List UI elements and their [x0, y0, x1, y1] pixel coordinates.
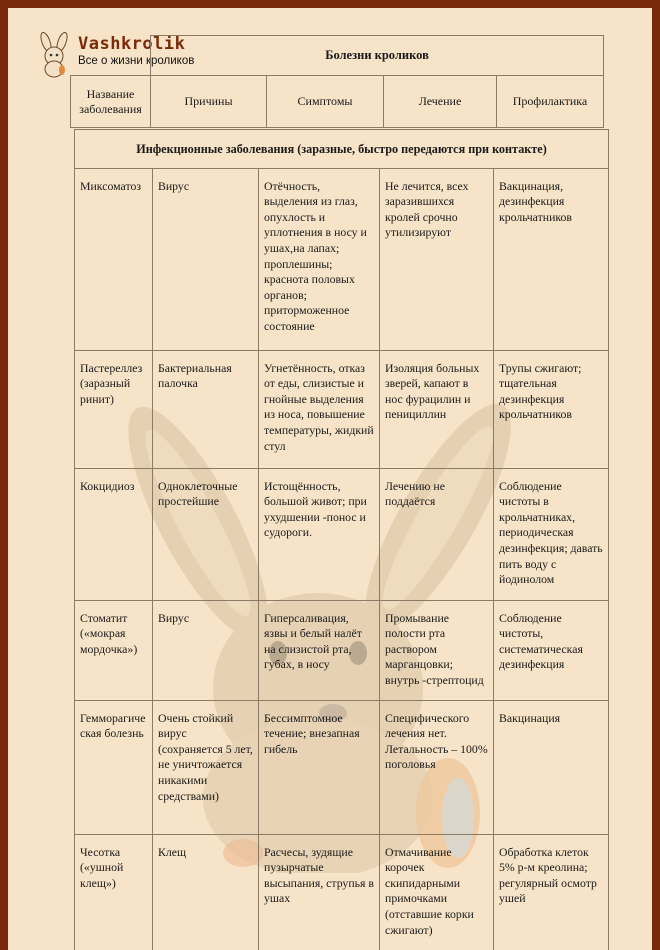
disease-name: Чесотка («ушной клещ») — [75, 834, 153, 950]
disease-prevention: Обработка клеток 5% р-м креолина; регулярный осмотр ушей — [494, 834, 609, 950]
group-title: Инфекционные заболевания (заразные, быстро передаются при контакте) — [75, 130, 609, 169]
diseases-table — [74, 129, 609, 950]
disease-name: Миксоматоз — [75, 168, 153, 350]
disease-treatment: Изоляция больных зверей, капают в нос фурацилин и пенициллин — [380, 350, 494, 468]
table-row — [75, 700, 609, 834]
table-row — [75, 168, 609, 350]
disease-treatment: Не лечится, всех заразившихся кролей срочно утилизируют — [380, 168, 494, 350]
column-header-row — [71, 76, 604, 128]
table-row — [75, 834, 609, 950]
disease-symptoms: Гиперсаливация, язвы и белый налёт на слизистой рта, губах, в носу — [259, 600, 380, 700]
column-header: Профилактика — [497, 76, 604, 128]
table-row — [75, 600, 609, 700]
brand-tagline: Все о жизни кроликов — [78, 55, 195, 67]
disease-cause: Бактериальная палочка — [153, 350, 259, 468]
column-header: Лечение — [384, 76, 497, 128]
disease-symptoms: Отёчность, выделения из глаз, опухлость и уплотнения в носу и ушах,на лапах; проплешины; краснота половых органов; приторможенное состояние — [259, 168, 380, 350]
disease-symptoms: Расчесы, зудящие пузырчатые высыпания, струпья в ушах — [259, 834, 380, 950]
table-row — [75, 468, 609, 600]
column-header: Симптомы — [267, 76, 384, 128]
disease-prevention: Соблюдение чистоты, систематическая дезинфекция — [494, 600, 609, 700]
disease-cause: Очень стойкий вирус (сохраняется 5 лет, не уничтожается никакими средствами) — [153, 700, 259, 834]
disease-name: Гемморагическая болезнь — [75, 700, 153, 834]
disease-treatment: Специфического лечения нет. Летальность – 100% поголовья — [380, 700, 494, 834]
header-table — [70, 35, 604, 128]
disease-symptoms: Угнетённость, отказ от еды, слизистые и гнойные выделения из носа, повышение температуры, жидкий стул — [259, 350, 380, 468]
disease-cause: Вирус — [153, 600, 259, 700]
disease-prevention: Соблюдение чистоты в крольчатниках, периодическая дезинфекция; давать пить воду с йодинолом — [494, 468, 609, 600]
group-header-row — [75, 130, 609, 169]
disease-prevention: Трупы сжигают; тщательная дезинфекция крольчатников — [494, 350, 609, 468]
disease-prevention: Вакцинация — [494, 700, 609, 834]
disease-treatment: Отмачивание корочек скипидарными примочками (отставшие корки сжигают) — [380, 834, 494, 950]
disease-cause: Клещ — [153, 834, 259, 950]
disease-symptoms: Истощённость, большой живот; при ухудшении -понос и судороги. — [259, 468, 380, 600]
table-row — [75, 350, 609, 468]
disease-prevention: Вакцинация, дезинфекция крольчатников — [494, 168, 609, 350]
disease-cause: Одноклеточные простейшие — [153, 468, 259, 600]
disease-symptoms: Бессимптомное течение; внезапная гибель — [259, 700, 380, 834]
disease-name: Стоматит («мокрая мордочка») — [75, 600, 153, 700]
disease-treatment: Промывание полости рта раствором марганцовки; внутрь -стрептоцид — [380, 600, 494, 700]
disease-name: Пастереллез (заразный ринит) — [75, 350, 153, 468]
disease-name: Кокцидиоз — [75, 468, 153, 600]
column-header: Причины — [151, 76, 267, 128]
bunny-logo-icon — [34, 32, 74, 78]
column-header: Название заболевания — [71, 76, 151, 128]
disease-treatment: Лечению не поддаётся — [380, 468, 494, 600]
page — [8, 8, 652, 950]
disease-cause: Вирус — [153, 168, 259, 350]
brand-name: Vashkrolik — [78, 34, 186, 54]
table-title: Болезни кроликов — [151, 36, 604, 76]
